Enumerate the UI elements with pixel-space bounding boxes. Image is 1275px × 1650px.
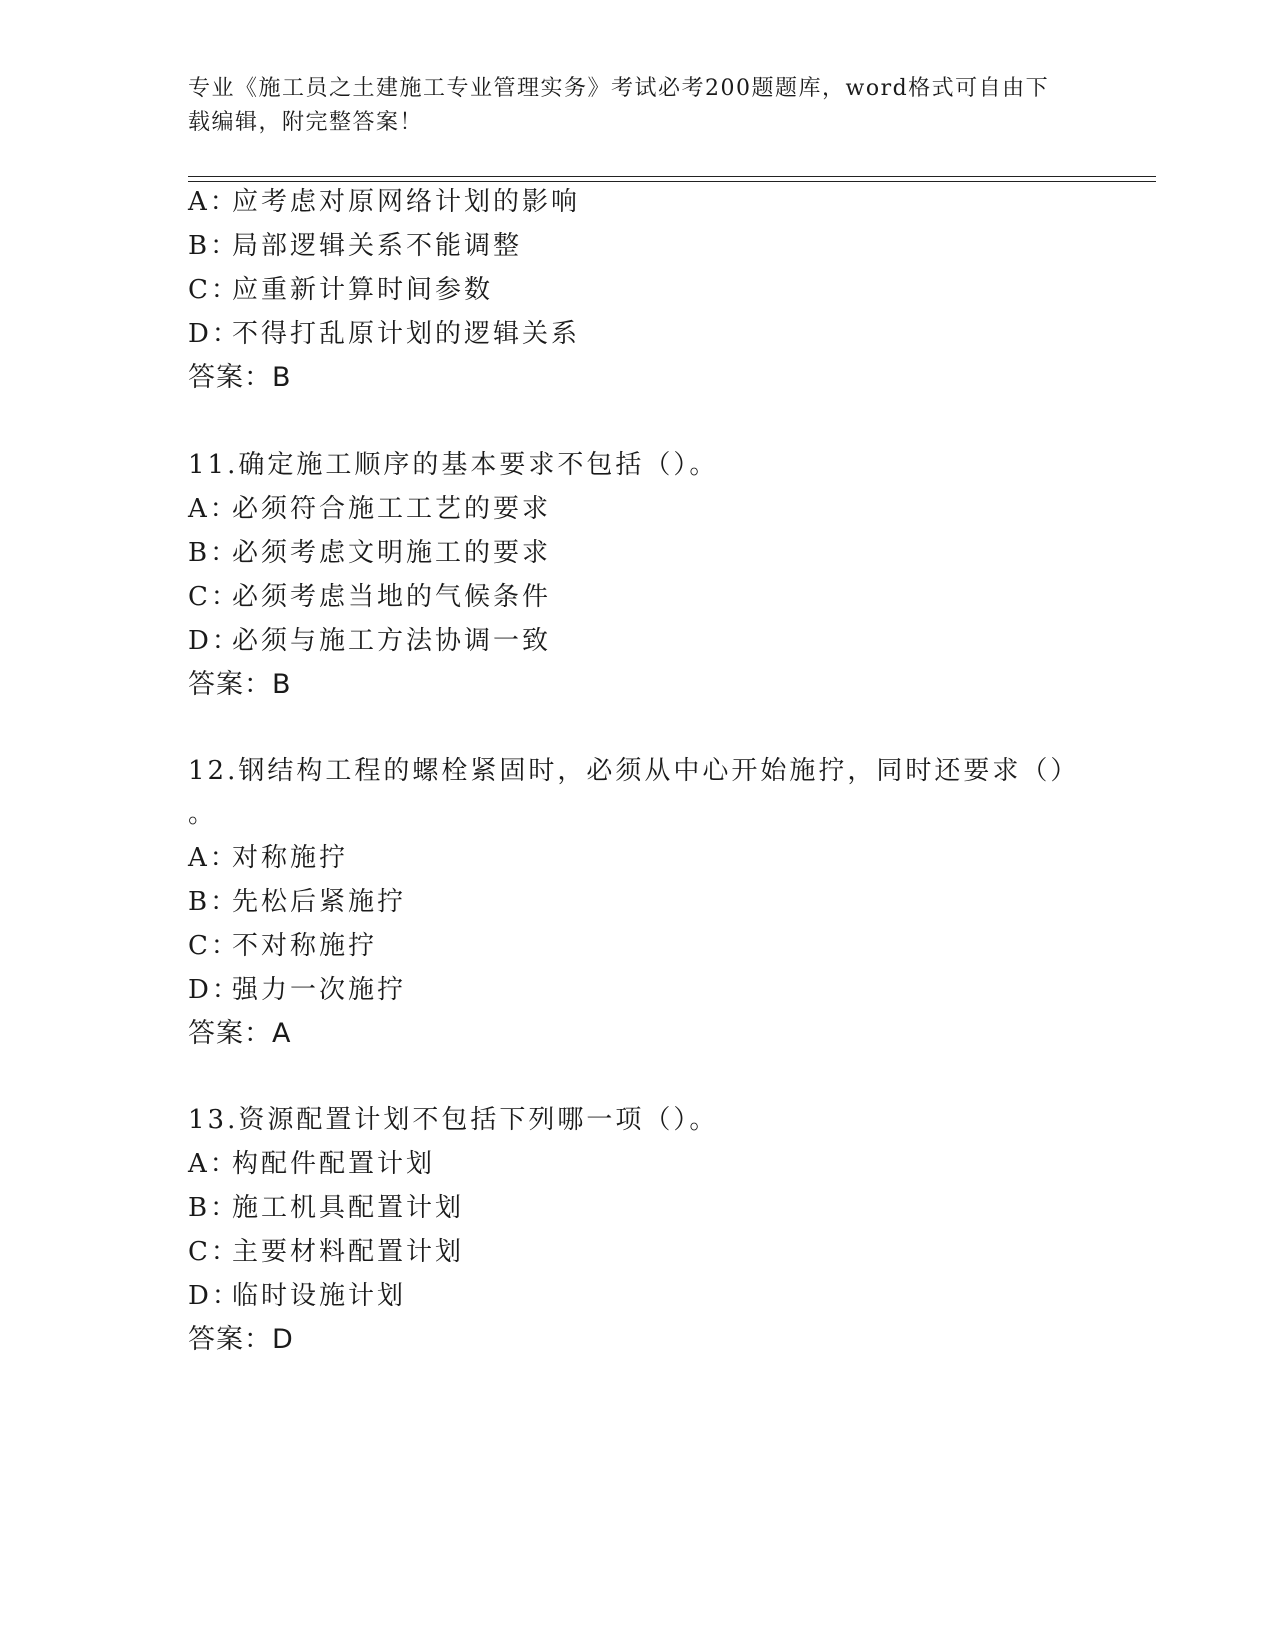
q10-option-d: [188, 317, 580, 351]
option-text: 不对称施拧: [232, 931, 378, 961]
option-label: C：: [188, 582, 240, 612]
option-label: B：: [188, 538, 240, 568]
q11-stem: 11.确定施工顺序的基本要求不包括（）。: [188, 450, 719, 480]
header-divider-top: [188, 176, 1156, 177]
option-text: 局部逻辑关系不能调整: [232, 231, 523, 261]
q10-option-a: [188, 185, 580, 219]
q12-answer: 答案：A: [188, 1018, 292, 1049]
option-label: A：: [188, 494, 239, 524]
q13-answer: 答案：D: [188, 1324, 294, 1355]
q12-stem: 12.钢结构工程的螺栓紧固时，必须从中心开始施拧，同时还要求（）: [188, 756, 1080, 786]
option-label: A：: [188, 187, 239, 217]
q12-stem-continuation: 。: [188, 799, 218, 829]
option-label: C：: [188, 275, 240, 305]
option-text: 应重新计算时间参数: [232, 275, 494, 305]
q12-option-c: [188, 929, 377, 963]
option-text: 应考虑对原网络计划的影响: [232, 187, 581, 217]
q12-option-a: [188, 841, 348, 875]
option-label: D：: [188, 626, 241, 656]
option-label: C：: [188, 931, 240, 961]
q11-option-d: [188, 624, 551, 658]
q12-option-d: [188, 973, 406, 1007]
q10-answer: 答案：B: [188, 362, 292, 393]
option-label: A：: [188, 843, 239, 873]
option-text: 对称施拧: [232, 843, 349, 873]
q11-answer: 答案：B: [188, 669, 292, 700]
option-label: A：: [188, 1149, 239, 1179]
q13-option-c: [188, 1235, 464, 1269]
option-text: 必须考虑当地的气候条件: [232, 582, 552, 612]
option-text: 必须考虑文明施工的要求: [232, 538, 552, 568]
q13-option-d: [188, 1279, 406, 1313]
option-text: 先松后紧施拧: [232, 887, 407, 917]
option-label: B：: [188, 231, 240, 261]
option-text: 必须与施工方法协调一致: [232, 626, 552, 656]
q11-option-a: [188, 492, 551, 526]
option-text: 临时设施计划: [232, 1281, 407, 1311]
q10-option-b: [188, 229, 522, 263]
option-label: B：: [188, 887, 240, 917]
option-label: D：: [188, 1281, 241, 1311]
option-label: D：: [188, 975, 241, 1005]
option-text: 必须符合施工工艺的要求: [232, 494, 552, 524]
q11-option-c: [188, 580, 551, 614]
q13-option-a: [188, 1147, 435, 1181]
option-label: C：: [188, 1237, 240, 1267]
option-text: 主要材料配置计划: [232, 1237, 465, 1267]
option-label: D：: [188, 319, 241, 349]
header-divider-bottom: [188, 181, 1156, 182]
option-label: B：: [188, 1193, 240, 1223]
option-text: 不得打乱原计划的逻辑关系: [232, 319, 581, 349]
document-header: 专业《施工员之土建施工专业管理实务》考试必考200题题库，word格式可自由下载编辑，附完整答案！: [188, 76, 1050, 135]
q11-option-b: [188, 536, 551, 570]
option-text: 施工机具配置计划: [232, 1193, 465, 1223]
q13-stem: 13.资源配置计划不包括下列哪一项（）。: [188, 1105, 719, 1135]
q10-option-c: [188, 273, 493, 307]
q13-option-b: [188, 1191, 464, 1225]
q12-option-b: [188, 885, 406, 919]
option-text: 强力一次施拧: [232, 975, 407, 1005]
option-text: 构配件配置计划: [232, 1149, 436, 1179]
